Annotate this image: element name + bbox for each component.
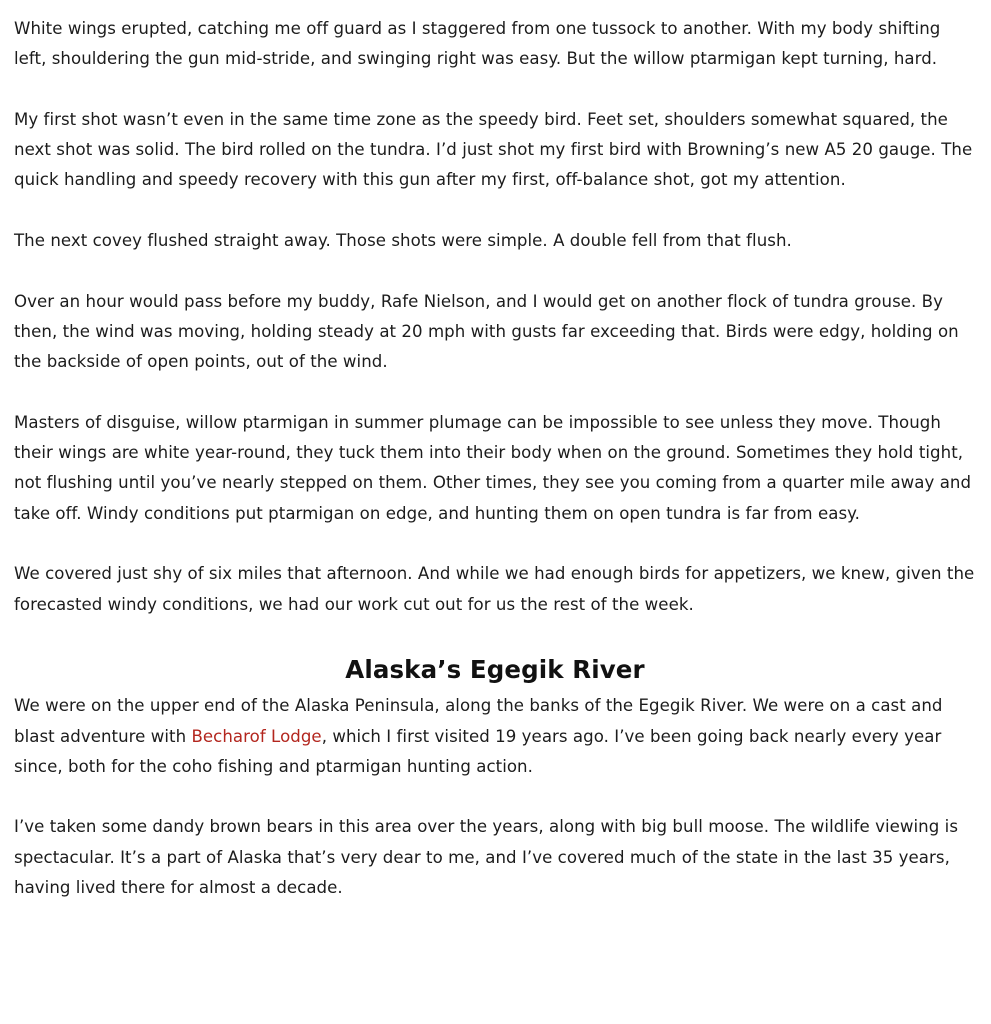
paragraph-over-an-hour: Over an hour would pass before my buddy, Rafe Nielson, and I would get on another flock of tundra grouse. By then, the wind was moving, holding steady at 20 mph with gusts far exceeding that. Birds were edgy, holding on the backside of open points, out of the wind. [14,291,959,372]
paragraph-next-covey: The next covey flushed straight away. Those shots were simple. A double fell from that flush. [14,231,792,251]
bottom-fade-overlay [0,984,991,1024]
becharof-lodge-link[interactable]: Becharof Lodge [191,726,322,746]
paragraph-text-after-link: , which I first visited 19 years ago. I’ve been going back nearly every year since, both for the coho fishing and ptarmigan hunting action. [14,726,942,776]
paragraph-masters-of-disguise: Masters of disguise, willow ptarmigan in summer plumage can be impossible to see unless they move. Though their wings are white year-round, they tuck them into their body when on the ground. Sometimes they hold tight, not flushing until you’ve nearly stepped on them. Other times, they see you coming from a quarter mile away and take off. Windy conditions put ptarmigan on edge, and hunting them on open tundra is far from easy. [14,412,972,523]
article-body [14,14,976,934]
paragraph-six-miles: We covered just shy of six miles that afternoon. And while we had enough birds for appetizers, we knew, given the forecasted windy conditions, we had our work cut out for us the rest of the week. [14,564,975,614]
paragraph-wings-erupted: White wings erupted, catching me off guard as I staggered from one tussock to another. With my body shifting left, shouldering the gun mid-stride, and swinging right was easy. But the willow ptarmigan kept turning, hard. [14,19,941,69]
paragraph-brown-bears: I’ve taken some dandy brown bears in this area over the years, along with big bull moose. The wildlife viewing is spectacular. It’s a part of Alaska that’s very dear to me, and I’ve covered much of the state in the last 35 years, having lived there for almost a decade. [14,817,959,898]
paragraph-first-shot: My first shot wasn’t even in the same time zone as the speedy bird. Feet set, shoulders somewhat squared, the next shot was solid. The bird rolled on the tundra. I’d just shot my first bird with Browning’s new A5 20 gauge. The quick handling and speedy recovery with this gun after my first, off-balance shot, got my attention. [14,109,973,190]
section-heading-egegik-river: Alaska’s Egegik River [345,655,645,685]
paragraph-text-before-link: We were on the upper end of the Alaska Peninsula, along the banks of the Egegik River. We were on a cast and blast adventure with [14,696,943,746]
paragraph-upper-alaska-peninsula [14,691,976,782]
